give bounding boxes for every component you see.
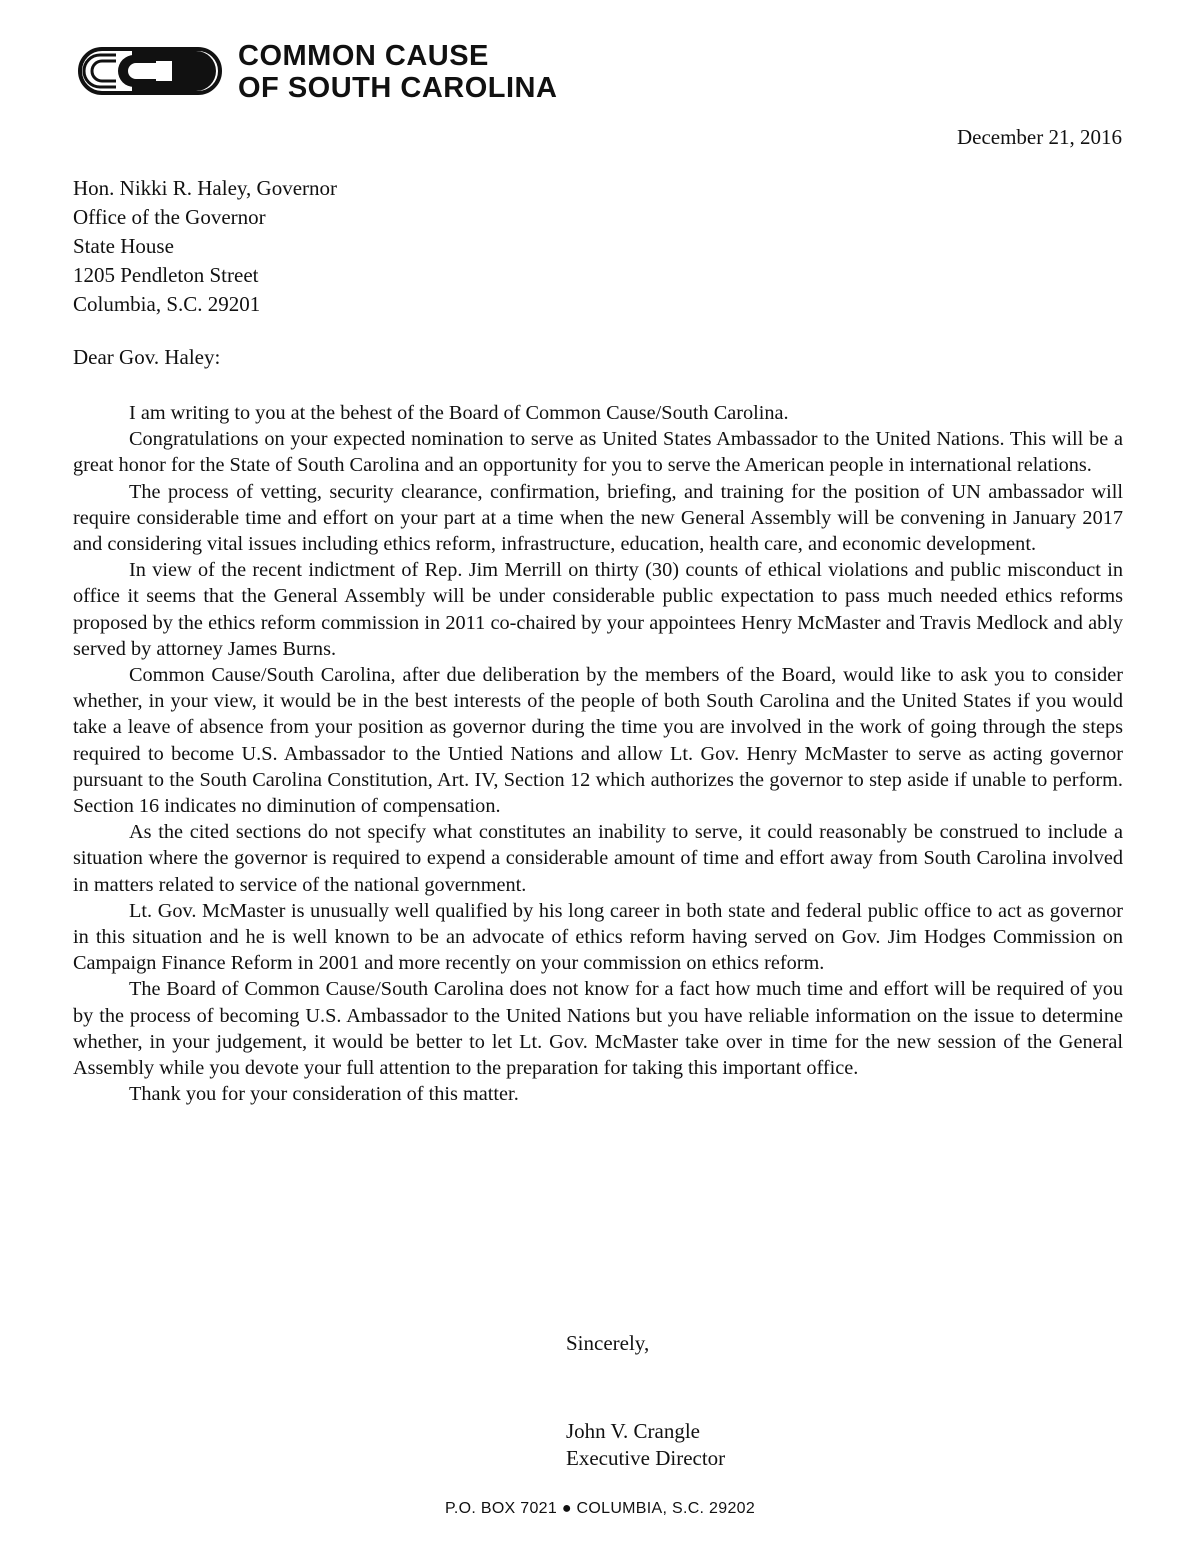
organization-name <box>238 40 557 104</box>
body-paragraph: Congratulations on your expected nomination to serve as United States Ambassador to the United Nations. This will be a great honor for the State of South Carolina and an opportunity for you to serve the American people in international relations. <box>73 428 1123 477</box>
letter-date: December 21, 2016 <box>956 125 1122 149</box>
signer-title: Executive Director <box>566 1446 726 1470</box>
org-name-line2: OF SOUTH CAROLINA <box>238 72 558 104</box>
recipient-line: 1205 Pendleton Street <box>73 263 259 287</box>
recipient-line: Columbia, S.C. 29201 <box>73 292 261 316</box>
signature-block <box>566 1418 725 1472</box>
recipient-line: Hon. Nikki R. Haley, Governor <box>73 176 338 200</box>
letter-body <box>73 400 1123 1107</box>
body-paragraph: I am writing to you at the behest of the Board of Common Cause/South Carolina. <box>129 402 789 424</box>
body-paragraph: As the cited sections do not specify what constitutes an inability to serve, it could reasonably be construed to include a situation where the governor is required to expend a considerable amount of time and effort away from South Carolina involved in matters related to service of the national government. <box>73 821 1123 896</box>
signer-name: John V. Crangle <box>566 1419 700 1443</box>
closing: Sincerely, <box>566 1331 650 1355</box>
letterhead <box>76 40 557 104</box>
salutation: Dear Gov. Haley: <box>73 345 221 369</box>
body-paragraph: Thank you for your consideration of this matter. <box>129 1083 519 1106</box>
org-name-line1: COMMON CAUSE <box>238 40 489 72</box>
footer-address: P.O. BOX 7021 ● COLUMBIA, S.C. 29202 <box>444 1500 756 1517</box>
body-paragraph: Lt. Gov. McMaster is unusually well qualified by his long career in both state and federal public office to act as governor in this situation and he is well known to be an advocate of ethics reform having served on Gov. Jim Hodges Commission on Campaign Finance Reform in 2001 and more recently on your commission on ethics reform. <box>73 899 1123 975</box>
body-paragraph: In view of the recent indictment of Rep. Jim Merrill on thirty (30) counts of ethical violations and public misconduct in office it seems that the General Assembly will be under considerable public expectation to pass much needed ethics reforms proposed by the ethics reform commission in 2011 co-chaired by your appointees Henry McMaster and Travis Medlock and ably served by attorney James Burns. <box>73 559 1123 660</box>
recipient-line: Office of the Governor <box>73 205 266 229</box>
recipient-address <box>73 174 337 319</box>
body-paragraph: Common Cause/South Carolina, after due deliberation by the members of the Board, would like to ask you to consider whether, in your view, it would be in the best interests of the people of both South Carolina and the United States if you would take a leave of absence from your position as governor during the time you are involved in the work of going through the steps required to become U.S. Ambassador to the Untied Nations and allow Lt. Gov. Henry McMaster to serve as acting governor pursuant to the South Carolina Constitution, Art. IV, Section 12 which authorizes the governor to step aside if unable to perform. Section 16 indicates no diminution of compensation. <box>73 664 1123 818</box>
recipient-line: State House <box>73 234 174 258</box>
body-paragraph: The process of vetting, security clearance, confirmation, briefing, and training for the position of UN ambassador will require considerable time and effort on your part at a time when the new General Assembly will be convening in January 2017 and considering vital issues including ethics reform, infrastructure, education, health care, and economic development. <box>73 480 1123 556</box>
body-paragraph: The Board of Common Cause/South Carolina does not know for a fact how much time and effort will be required of you by the process of becoming U.S. Ambassador to the United Nations but you have reliable information on the issue to determine whether, in your judgement, it would be better to let Lt. Gov. McMaster take over in time for the new session of the General Assembly while you devote your full attention to the preparation for taking this important office. <box>73 978 1123 1080</box>
common-cause-logo-icon <box>76 41 226 103</box>
